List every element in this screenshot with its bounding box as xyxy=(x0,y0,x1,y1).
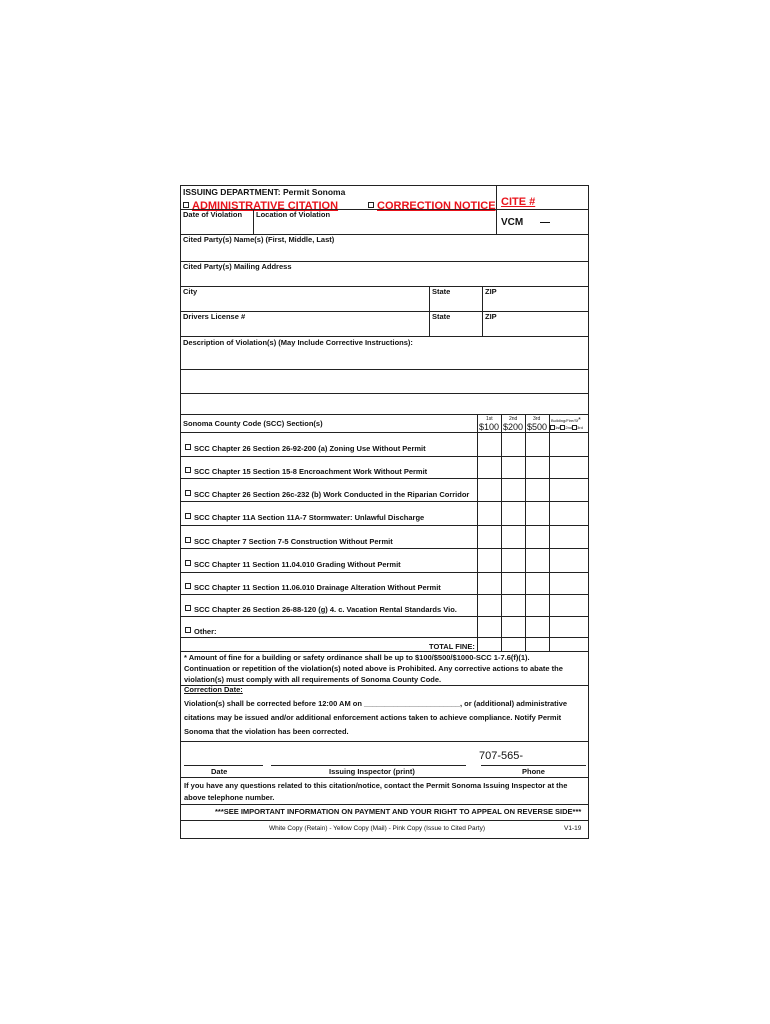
row-divider xyxy=(181,525,588,526)
second-offense-label: 2nd xyxy=(509,416,518,422)
footnote-line-1: * Amount of fine for a building or safety ordinance shall be up to $100/$500/$1000-SCC 1-7.6(f)(1). xyxy=(184,653,530,662)
violation-row[interactable] xyxy=(185,438,426,456)
correction-notice-label: CORRECTION NOTICE xyxy=(377,200,496,212)
administrative-citation-label: ADMINISTRATIVE CITATION xyxy=(192,200,339,212)
checkbox-icon[interactable] xyxy=(368,202,374,208)
phone-label: Phone xyxy=(522,767,545,776)
row-divider xyxy=(181,548,588,549)
total-fine-label: TOTAL FINE: xyxy=(429,642,475,651)
questions-line-1: If you have any questions related to this citation/notice, contact the Permit Sonoma Issuing Inspector at the xyxy=(184,781,568,790)
inspector-signature-line[interactable] xyxy=(271,765,466,766)
checkbox-icon[interactable] xyxy=(185,605,191,611)
cited-party-names-label: Cited Party(s) Name(s) (First, Middle, Last) xyxy=(183,235,335,244)
row-divider xyxy=(181,478,588,479)
description-label: Description of Violation(s) (May Include Corrective Instructions): xyxy=(183,338,413,347)
row-divider xyxy=(181,572,588,573)
footnote-line-2: Continuation or repetition of the violation(s) noted above is Prohibited. Any corrective actions to abate the xyxy=(184,664,563,673)
checkbox-icon[interactable] xyxy=(185,444,191,450)
checkbox-icon[interactable] xyxy=(185,560,191,566)
date-signature-line[interactable] xyxy=(184,765,263,766)
date-of-violation-label: Date of Violation xyxy=(183,210,243,219)
inspector-label: Issuing Inspector (print) xyxy=(329,767,415,776)
third-offense-amount: $500 xyxy=(527,422,548,432)
third-offense-label: 3rd xyxy=(533,416,541,422)
checkbox-icon[interactable] xyxy=(185,627,191,633)
scc-sections-header: Sonoma County Code (SCC) Section(s) xyxy=(183,419,323,428)
zip-label: ZIP xyxy=(485,287,497,296)
violation-row[interactable] xyxy=(185,577,441,595)
checkbox-icon[interactable] xyxy=(185,513,191,519)
row-divider xyxy=(181,594,588,595)
violation-label: SCC Chapter 11A Section 11A-7 Stormwater: Unlawful Discharge xyxy=(194,513,425,522)
location-of-violation-label: Location of Violation xyxy=(256,210,331,219)
state-label-2: State xyxy=(432,312,451,321)
row-divider xyxy=(181,501,588,502)
zip-label-2: ZIP xyxy=(485,312,497,321)
date-label: Date xyxy=(211,767,228,776)
first-offense-label: 1st xyxy=(486,416,493,422)
checkbox-icon[interactable] xyxy=(183,202,189,208)
cite-dash: — xyxy=(540,217,551,228)
row-divider xyxy=(181,616,588,617)
footnote-line-3: violation(s) must comply with all requirements of Sonoma County Code. xyxy=(184,675,442,684)
violation-row[interactable] xyxy=(185,531,393,549)
building-fire-label: Building/Fire/Sf* xyxy=(551,417,581,424)
correction-line-1: Violation(s) shall be corrected before 12:00 AM on _______________________, or (additional) administrative xyxy=(184,699,568,708)
cite-number-label: CITE # xyxy=(501,196,536,208)
correction-notice-option[interactable] xyxy=(368,196,496,214)
checkbox-icon[interactable] xyxy=(185,537,191,543)
second-offense-amount: $200 xyxy=(503,422,524,432)
violation-row[interactable] xyxy=(185,599,457,617)
violation-label: SCC Chapter 26 Section 26-88-120 (g) 4. c. Vacation Rental Standards Vio. xyxy=(194,605,457,614)
correction-date-label: Correction Date: xyxy=(184,685,243,694)
state-label: State xyxy=(432,287,451,296)
correction-line-3: Sonoma that the violation has been corrected. xyxy=(184,727,349,736)
violation-label: SCC Chapter 11 Section 11.04.010 Grading Without Permit xyxy=(194,560,401,569)
phone-signature-line[interactable] xyxy=(481,765,586,766)
first-offense-amount: $100 xyxy=(479,422,500,432)
violation-label: Other: xyxy=(194,627,217,636)
violation-row[interactable] xyxy=(185,507,424,525)
checkbox-icon[interactable] xyxy=(185,490,191,496)
checkbox-icon[interactable] xyxy=(185,467,191,473)
phone-prefix: 707-565- xyxy=(479,750,524,762)
questions-line-2: above telephone number. xyxy=(184,793,275,802)
drivers-license-label: Drivers License # xyxy=(183,312,246,321)
violation-row[interactable] xyxy=(185,554,401,572)
city-label: City xyxy=(183,287,198,296)
cite-prefix: VCM xyxy=(501,217,524,228)
correction-line-2: citations may be issued and/or additional enforcement actions taken to achieve compliance. Notify Permit xyxy=(184,713,562,722)
violation-label: SCC Chapter 15 Section 15-8 Encroachment Work Without Permit xyxy=(194,467,428,476)
violation-label: SCC Chapter 11 Section 11.06.010 Drainage Alteration Without Permit xyxy=(194,583,441,592)
copy-distribution: White Copy (Retain) - Yellow Copy (Mail) - Pink Copy (Issue to Cited Party) xyxy=(269,825,486,832)
violation-label: SCC Chapter 26 Section 26-92-200 (a) Zoning Use Without Permit xyxy=(194,444,426,453)
issuing-department: ISSUING DEPARTMENT: Permit Sonoma xyxy=(183,187,346,197)
see-important-notice: ***SEE IMPORTANT INFORMATION ON PAYMENT AND YOUR RIGHT TO APPEAL ON REVERSE SIDE*** xyxy=(215,807,582,816)
building-offense-options: 1st 2nd 3rd xyxy=(550,425,583,430)
violation-label: SCC Chapter 7 Section 7-5 Construction Without Permit xyxy=(194,537,393,546)
row-divider xyxy=(181,456,588,457)
cite-number-field[interactable] xyxy=(501,217,550,228)
citation-form xyxy=(180,185,589,839)
violation-label: SCC Chapter 26 Section 26c-232 (b) Work Conducted in the Riparian Corridor xyxy=(194,490,470,499)
mailing-address-label: Cited Party(s) Mailing Address xyxy=(183,262,292,271)
violation-row[interactable] xyxy=(185,484,469,502)
checkbox-icon[interactable] xyxy=(185,583,191,589)
form-version: V1-19 xyxy=(564,825,582,832)
violation-row[interactable] xyxy=(185,461,427,479)
